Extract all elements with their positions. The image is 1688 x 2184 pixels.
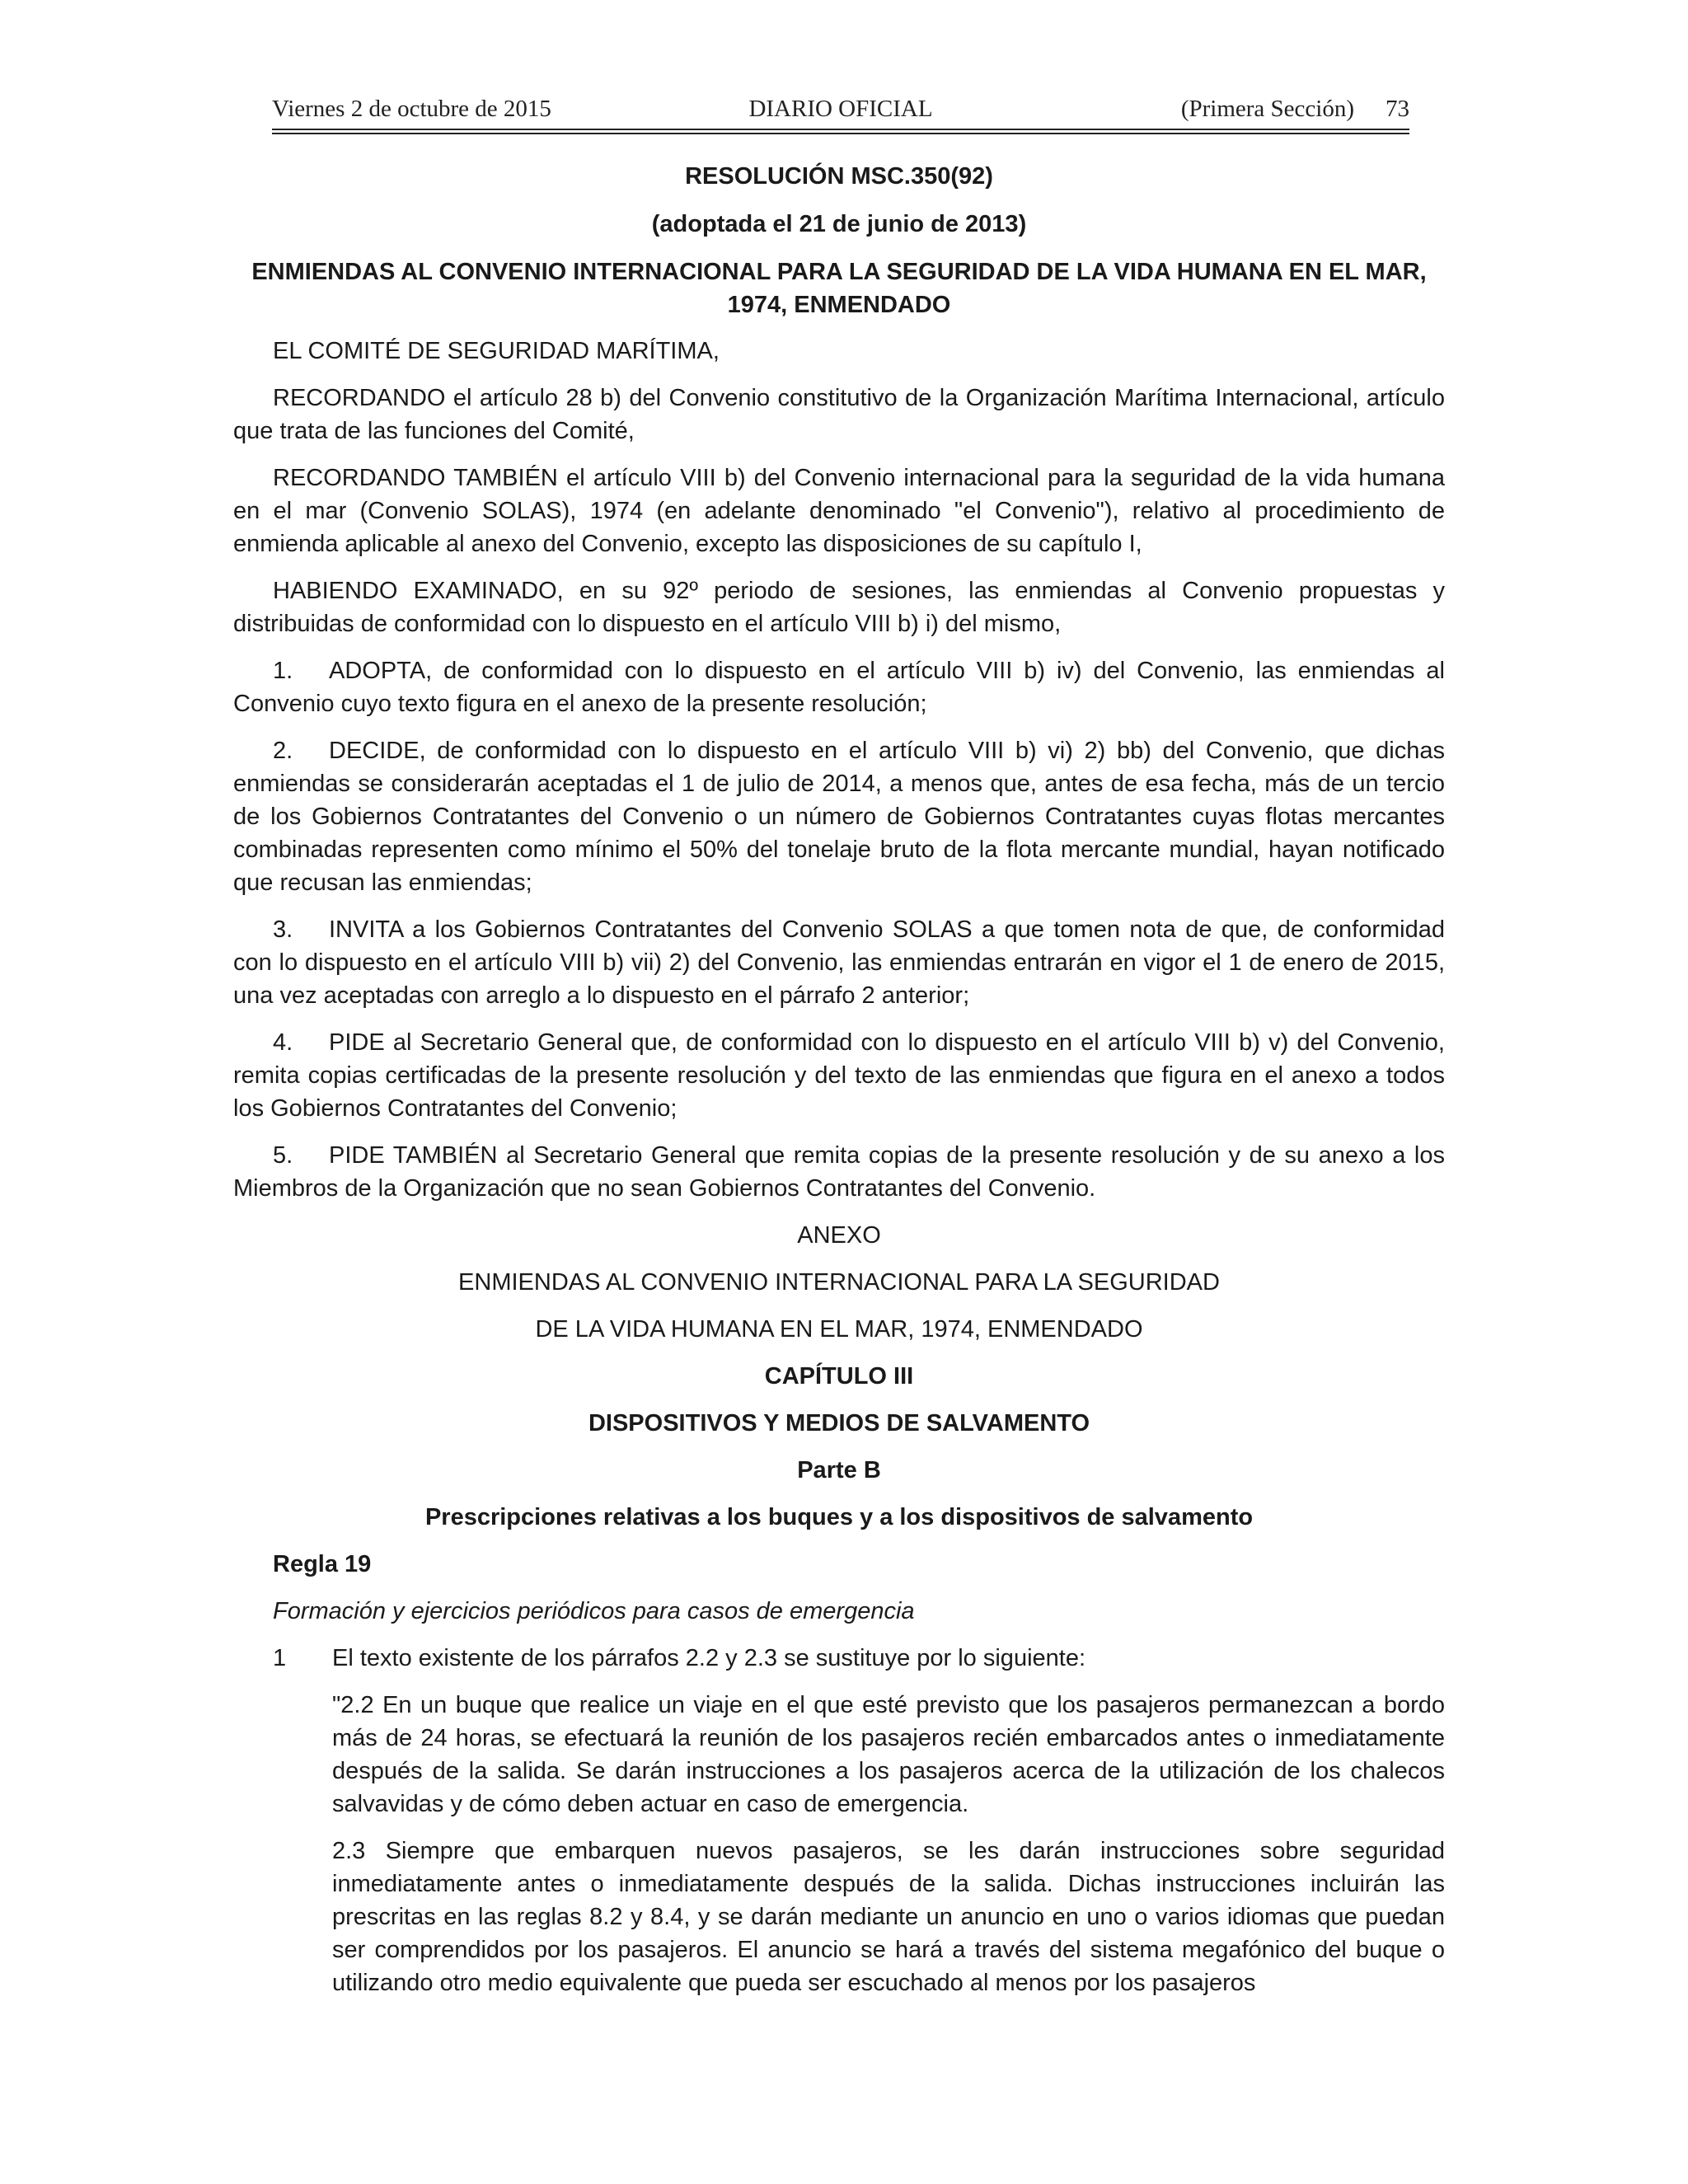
resolution-title: RESOLUCIÓN MSC.350(92) bbox=[685, 163, 993, 190]
part-heading: Parte B bbox=[797, 1457, 881, 1483]
operative-item-5 bbox=[233, 1139, 1445, 1205]
annex-title: ANEXO bbox=[797, 1222, 881, 1249]
rule-title: Formación y ejercicios periódicos para casos de emergencia bbox=[273, 1598, 915, 1624]
running-header bbox=[272, 96, 1409, 129]
header-date: Viernes 2 de octubre de 2015 bbox=[272, 96, 551, 122]
amendment-number: 1 bbox=[273, 1645, 287, 1671]
rule-heading: Regla 19 bbox=[273, 1551, 372, 1577]
header-section: (Primera Sección) bbox=[1180, 96, 1354, 122]
operative-item-2 bbox=[233, 734, 1445, 899]
recital-3: HABIENDO EXAMINADO, en su 92º periodo de sesiones, las enmiendas al Convenio propuestas y distribuidas de conformidad con lo dispuesto en el artículo VIII b) i) del mismo, bbox=[233, 578, 1445, 637]
header-publication: DIARIO OFICIAL bbox=[748, 96, 933, 122]
paragraph-2-3: 2.3 Siempre que embarquen nuevos pasajeros, se les darán instrucciones sobre seguridad inmediatamente antes o inmediatamente después de la salida. Dichas instrucciones incluirán las prescritas en las reglas 8.2 y 8.4, y se darán mediante un anuncio en uno o varios idiomas que puedan ser comprendidos por los pasajeros. El anuncio se hará a través del sistema megafónico del buque o utilizando otro medio equivalente que pueda ser escuchado al menos por los pasajeros bbox=[332, 1838, 1445, 1996]
item-text: ADOPTA, de conformidad con lo dispuesto en el artículo VIII b) iv) del Convenio, las enmiendas al Convenio cuyo texto figura en el anexo de la presente resolución; bbox=[233, 658, 1445, 717]
item-number: 5. bbox=[273, 1142, 293, 1169]
page-number: 73 bbox=[1386, 96, 1409, 122]
item-text: PIDE TAMBIÉN al Secretario General que remita copias de la presente resolución y de su anexo a los Miembros de la Organización que no sean Gobiernos Contratantes del Convenio. bbox=[233, 1142, 1445, 1202]
item-text: INVITA a los Gobiernos Contratantes del Convenio SOLAS a que tomen nota de que, de conformidad con lo dispuesto en el artículo VIII b) vii) 2) del Convenio, las enmiendas entrarán en vigor el 1 de enero de 2015, una vez aceptadas con arreglo a lo dispuesto en el párrafo 2 anterior; bbox=[233, 916, 1445, 1009]
item-number: 3. bbox=[273, 916, 293, 943]
recital-2: RECORDANDO TAMBIÉN el artículo VIII b) del Convenio internacional para la seguridad de la vida humana en el mar (Convenio SOLAS), 1974 (en adelante denominado "el Convenio"), relativo al procedimiento de enmienda aplicable al anexo del Convenio, excepto las disposiciones de su capítulo I, bbox=[233, 465, 1445, 557]
recital-1: RECORDANDO el artículo 28 b) del Convenio constitutivo de la Organización Marítima Internacional, artículo que trata de las funciones del Comité, bbox=[233, 385, 1445, 444]
item-number: 2. bbox=[273, 738, 293, 764]
chapter-title: DISPOSITIVOS Y MEDIOS DE SALVAMENTO bbox=[588, 1410, 1090, 1436]
amendment-text: El texto existente de los párrafos 2.2 y 2.3 se sustituye por lo siguiente: bbox=[332, 1645, 1086, 1671]
paragraph-2-2: "2.2 En un buque que realice un viaje en el que esté previsto que los pasajeros permanezcan a bordo más de 24 horas, se efectuará la reunión de los pasajeros recién embarcados antes o inmediatamente después de la salida. Se darán instrucciones a los pasajeros acerca de la utilización de los chalecos salvavidas y de cómo deben actuar en caso de emergencia. bbox=[332, 1692, 1445, 1817]
operative-item-4 bbox=[233, 1026, 1445, 1125]
amendment-item-1 bbox=[233, 1642, 1445, 1675]
part-title: Prescripciones relativas a los buques y a los dispositivos de salvamento bbox=[424, 1504, 1254, 1530]
header-rule-bottom bbox=[272, 133, 1409, 134]
operative-item-3 bbox=[233, 913, 1445, 1012]
resolution-adopted: (adoptada el 21 de junio de 2013) bbox=[651, 211, 1027, 237]
annex-subject-line-1: ENMIENDAS AL CONVENIO INTERNACIONAL PARA LA SEGURIDAD bbox=[458, 1269, 1220, 1296]
committee-line: EL COMITÉ DE SEGURIDAD MARÍTIMA, bbox=[273, 338, 720, 364]
chapter-heading: CAPÍTULO III bbox=[764, 1363, 914, 1390]
header-section-page bbox=[1181, 96, 1409, 123]
annex-subject-line-2: DE LA VIDA HUMANA EN EL MAR, 1974, ENMENDADO bbox=[535, 1316, 1143, 1343]
item-text: PIDE al Secretario General que, de conformidad con lo dispuesto en el artículo VIII b) v) del Convenio, remita copias certificadas de la presente resolución y del texto de las enmiendas que figura en el anexo a todos los Gobiernos Contratantes del Convenio; bbox=[233, 1029, 1445, 1122]
resolution-subject: ENMIENDAS AL CONVENIO INTERNACIONAL PARA LA SEGURIDAD DE LA VIDA HUMANA EN EL MAR, 1974, ENMENDADO bbox=[251, 259, 1427, 318]
item-text: DECIDE, de conformidad con lo dispuesto en el artículo VIII b) vi) 2) bb) del Convenio, que dichas enmiendas se considerarán aceptadas el 1 de julio de 2014, a menos que, antes de esa fecha, más de un tercio de los Gobiernos Contratantes del Convenio o un número de Gobiernos Contratantes cuyas flotas mercantes combinadas representen como mínimo el 50% del tonelaje bruto de la flota mercante mundial, hayan notificado que recusan las enmiendas; bbox=[233, 738, 1445, 896]
item-number: 4. bbox=[273, 1029, 293, 1056]
item-number: 1. bbox=[273, 658, 293, 684]
operative-item-1 bbox=[233, 654, 1445, 720]
document-body bbox=[233, 160, 1445, 1999]
header-rule-top bbox=[272, 129, 1409, 130]
